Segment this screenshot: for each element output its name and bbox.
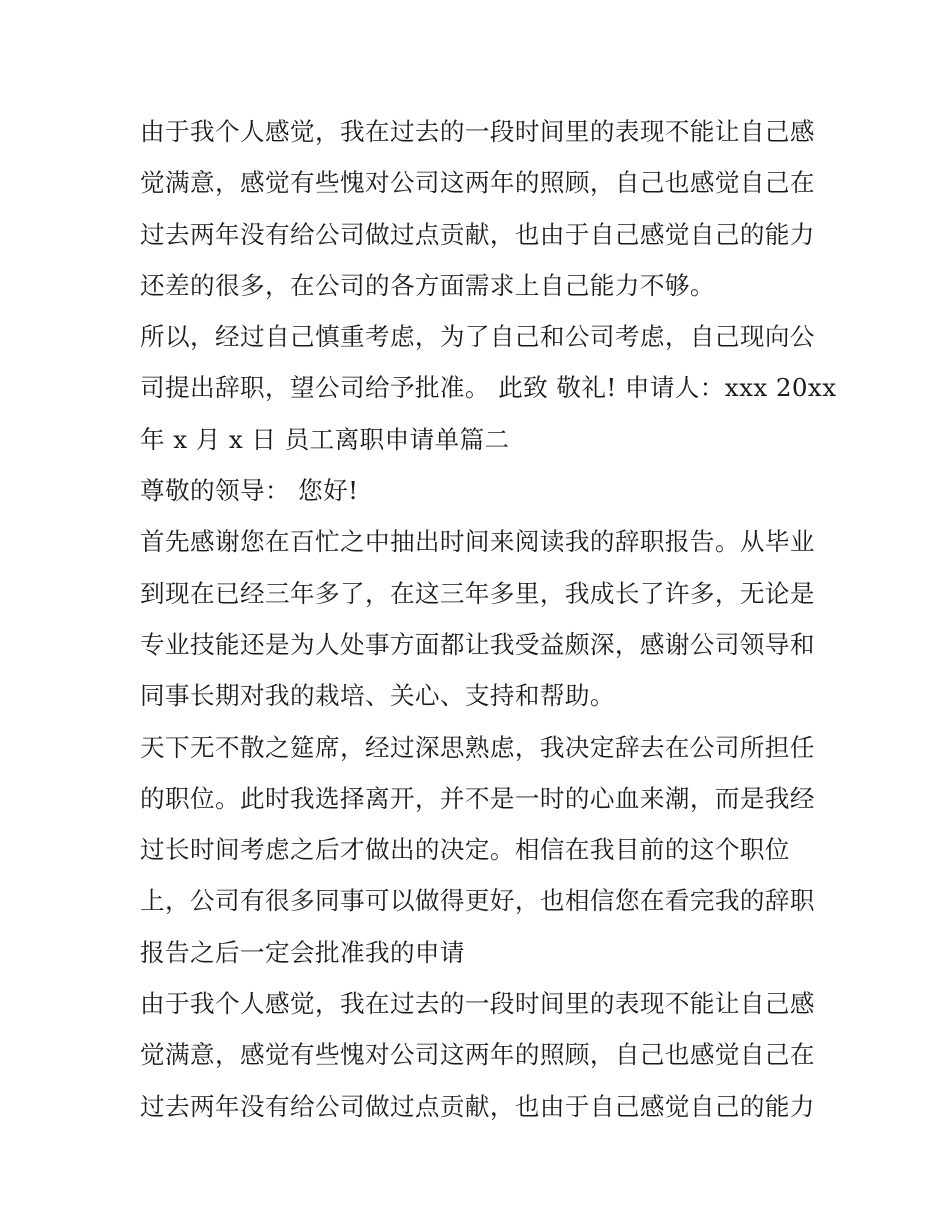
text-line: 报告之后一定会批准我的申请 (140, 937, 465, 967)
text-line: 的职位。此时我选择离开，并不是一时的心血来潮，而是我经 (140, 783, 815, 813)
text-line: 觉满意，感觉有些愧对公司这两年的照顾，自己也感觉自己在 (140, 168, 815, 198)
text-line: 上，公司有很多同事可以做得更好，也相信您在看完我的辞职 (140, 886, 815, 916)
text-line: 同事长期对我的栽培、关心、支持和帮助。 (140, 681, 615, 711)
text-line: 由于我个人感觉，我在过去的一段时间里的表现不能让自己感 (140, 117, 815, 146)
text-line: 司提出辞职，望公司给予批准。 此致 敬礼! 申请人：xxx 20xx (140, 373, 837, 403)
text-line: 所以，经过自己慎重考虑，为了自己和公司考虑，自己现向公 (140, 322, 815, 352)
text-line: 过长时间考虑之后才做出的决定。相信在我目前的这个职位 (140, 835, 790, 865)
text-line: 还差的很多，在公司的各方面需求上自己能力不够。 (140, 270, 715, 300)
text-line: 觉满意，感觉有些愧对公司这两年的照顾，自己也感觉自己在 (140, 1040, 815, 1070)
text-line: 天下无不散之筵席，经过深思熟虑，我决定辞去在公司所担任 (140, 732, 815, 762)
document-body (140, 106, 837, 1132)
text-line: 专业技能还是为人处事方面都让我受益颇深，感谢公司领导和 (140, 629, 815, 659)
text-line: 首先感谢您在百忙之中抽出时间来阅读我的辞职报告。从毕业 (140, 527, 815, 557)
text-line: 年 x 月 x 日 员工离职申请单篇二 (140, 424, 510, 454)
text-line: 由于我个人感觉，我在过去的一段时间里的表现不能让自己感 (140, 989, 815, 1019)
text-line: 尊敬的领导： 您好! (140, 476, 359, 506)
text-line: 过去两年没有给公司做过点贡献，也由于自己感觉自己的能力 (140, 1091, 815, 1121)
text-line: 到现在已经三年多了，在这三年多里，我成长了许多，无论是 (140, 578, 815, 608)
text-line: 过去两年没有给公司做过点贡献，也由于自己感觉自己的能力 (140, 219, 815, 249)
